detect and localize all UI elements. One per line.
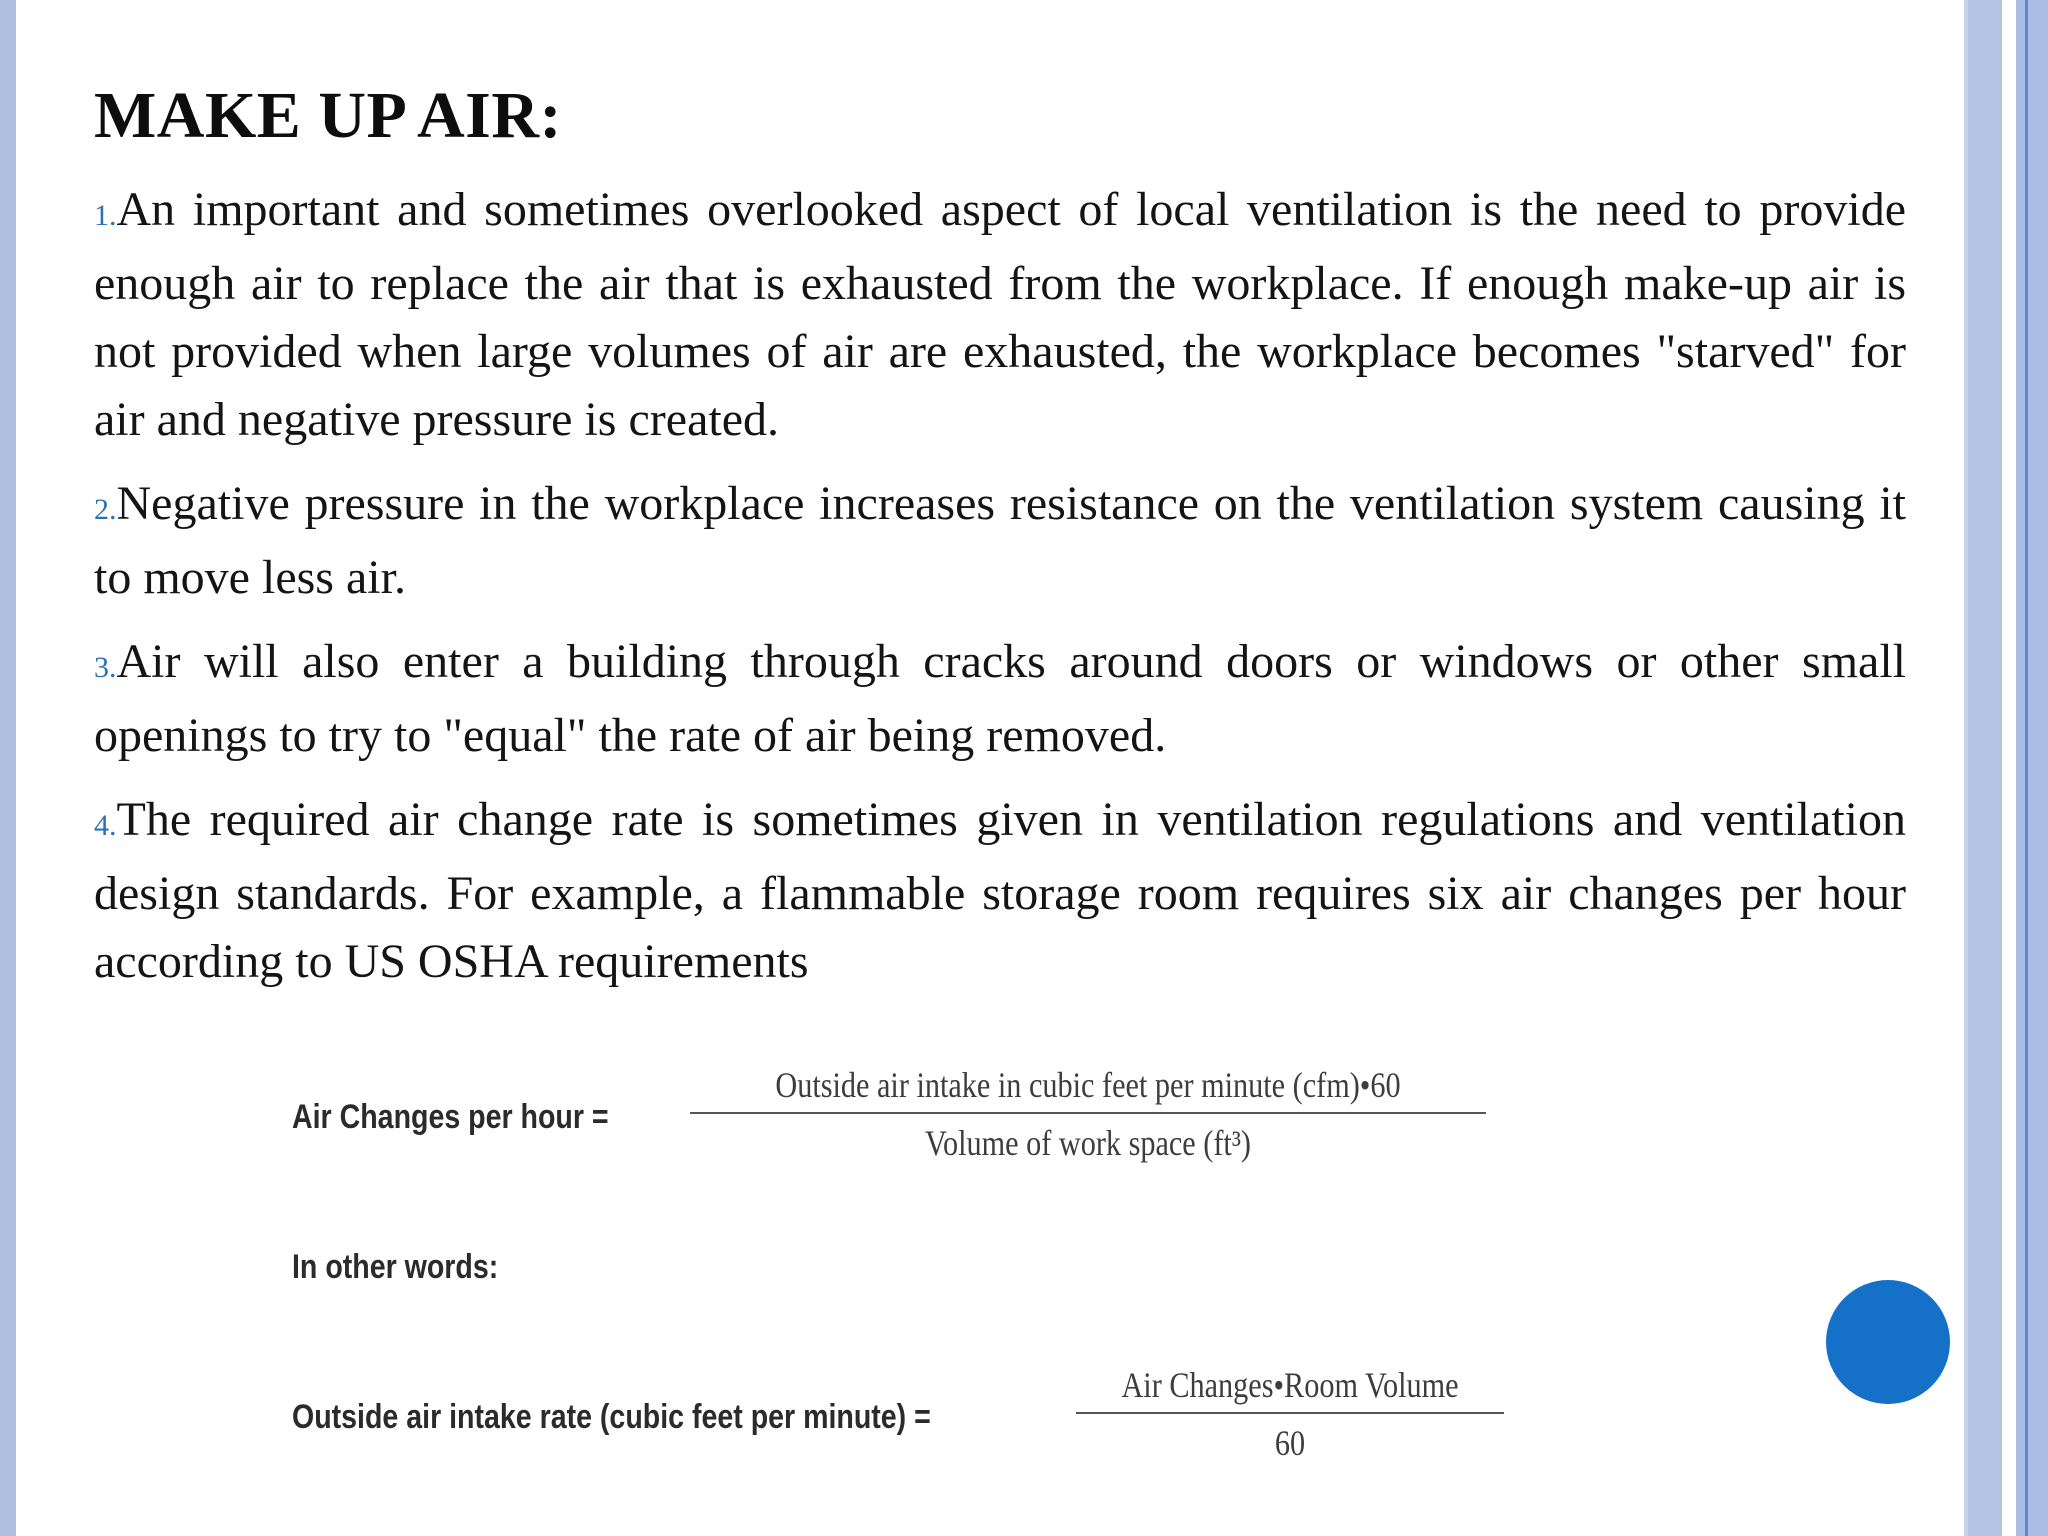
formula-1-label: Air Changes per hour = <box>292 1098 609 1136</box>
formula-1-numerator: Outside air intake in cubic feet per minute (cfm)•60 <box>775 1065 1401 1105</box>
frame-strip-outer <box>2016 0 2048 1536</box>
bullet-text: Air will also enter a building through cracks around doors or windows or other small openings to try to "equal" the rate of air being removed. <box>94 635 1906 762</box>
bullet-text: Negative pressure in the workplace increases resistance on the ventilation system causing it to move less air. <box>94 477 1906 604</box>
bullet-text: An important and sometimes overlooked aspect of local ventilation is the need to provide enough air to replace the air that is exhausted from the workplace. If enough make-up air is not provided when large volumes of air are exhausted, the workplace becomes "starved" for air and negative pressure is created. <box>94 183 1906 446</box>
bullet-number: 3. <box>94 651 117 684</box>
right-frame-decoration <box>1964 0 2048 1536</box>
fraction-bar <box>690 1112 1486 1114</box>
formula-1 <box>292 1098 669 1137</box>
bullet-point-1 <box>94 176 1906 454</box>
bullet-point-3 <box>94 628 1906 770</box>
bullet-point-2 <box>94 470 1906 612</box>
formula-2-label: Outside air intake rate (cubic feet per minute) = <box>292 1398 931 1436</box>
formula-2-numerator: Air Changes•Room Volume <box>1121 1365 1459 1405</box>
formula-2-denominator: 60 <box>1274 1423 1306 1463</box>
formula-1-denominator: Volume of work space (ft³) <box>925 1123 1251 1163</box>
bullet-point-4 <box>94 786 1906 996</box>
frame-gap <box>2002 0 2016 1536</box>
bullet-number: 4. <box>94 809 117 842</box>
fraction-bar <box>1076 1412 1504 1414</box>
formula-2-fraction <box>1076 1364 1504 1464</box>
frame-line-dark <box>2025 0 2028 1536</box>
slide-title: MAKE UP AIR: <box>94 79 562 152</box>
formula-connector <box>292 1248 538 1287</box>
in-other-words-text: In other words: <box>292 1248 499 1286</box>
formula-2 <box>292 1398 1052 1437</box>
frame-strip <box>1968 0 2002 1536</box>
left-border-bar <box>0 0 16 1536</box>
bullet-number: 2. <box>94 493 117 526</box>
bullet-text: The required air change rate is sometimes given in ventilation regulations and ventilation design standards. For example, a flammable storage room requires six air changes per hour according to US OSHA requirements <box>94 793 1906 988</box>
formula-1-fraction <box>690 1064 1486 1164</box>
slide-body <box>94 176 1906 1012</box>
slide-decoration-circle <box>1826 1280 1950 1404</box>
bullet-number: 1. <box>94 199 117 232</box>
